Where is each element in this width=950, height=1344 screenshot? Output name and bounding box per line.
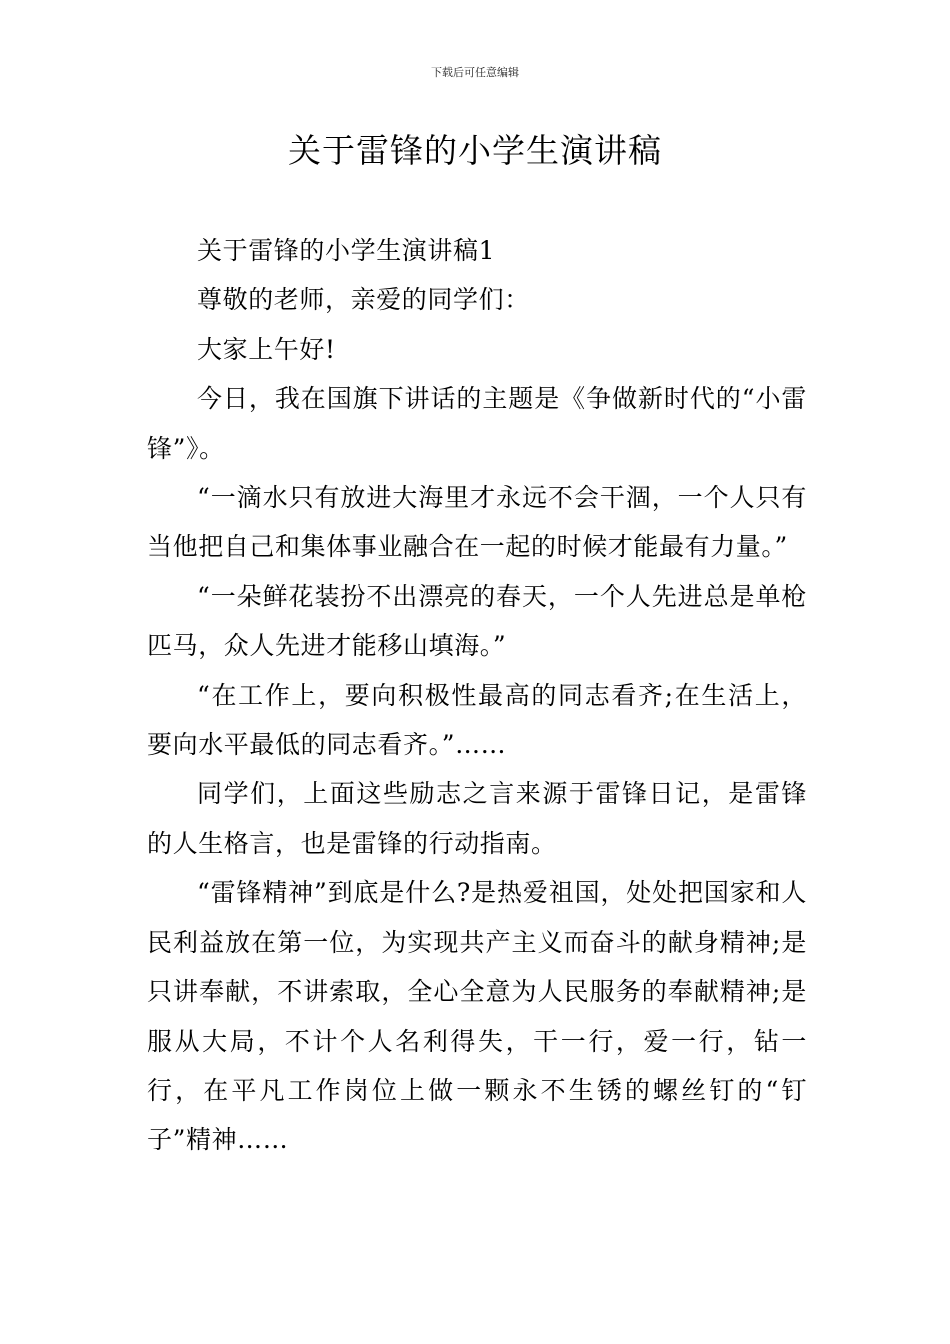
document-body bbox=[147, 226, 807, 1165]
paragraph-source: 同学们，上面这些励志之言来源于雷锋日记，是雷锋的人生格言，也是雷锋的行动指南。 bbox=[147, 779, 807, 858]
header-note: 下载后可任意编辑 bbox=[431, 66, 519, 79]
paragraph-topic: 今日，我在国旗下讲话的主题是《争做新时代的“小雷锋”》。 bbox=[147, 384, 807, 463]
paragraph-greeting: 大家上午好! bbox=[197, 334, 336, 364]
paragraph-quote-3: “在工作上，要向积极性最高的同志看齐;在生活上，要向水平最低的同志看齐。”…… bbox=[147, 680, 807, 760]
paragraph-salutation: 尊敬的老师，亲爱的同学们： bbox=[197, 285, 530, 315]
paragraph-heading: 关于雷锋的小学生演讲稿1 bbox=[197, 236, 496, 265]
document-title: 关于雷锋的小学生演讲稿 bbox=[288, 131, 662, 170]
paragraph-quote-2: “一朵鲜花装扮不出漂亮的春天，一个人先进总是单枪匹马，众人先进才能移山填海。” bbox=[147, 581, 807, 661]
paragraph-spirit: “雷锋精神”到底是什么?是热爱祖国，处处把国家和人民利益放在第一位，为实现共产主义而奋斗的献身精神;是只讲奉献，不讲索取，全心全意为人民服务的奉献精神;是服从大局，不计个人名利得失，干一行，爱一行，钻一行，在平凡工作岗位上做一颗永不生锈的螺丝钉的“钉子”精神…… bbox=[147, 878, 807, 1155]
paragraph-quote-1: “一滴水只有放进大海里才永远不会干涸，一个人只有当他把自己和集体事业融合在一起的时候才能最有力量。” bbox=[147, 483, 807, 562]
